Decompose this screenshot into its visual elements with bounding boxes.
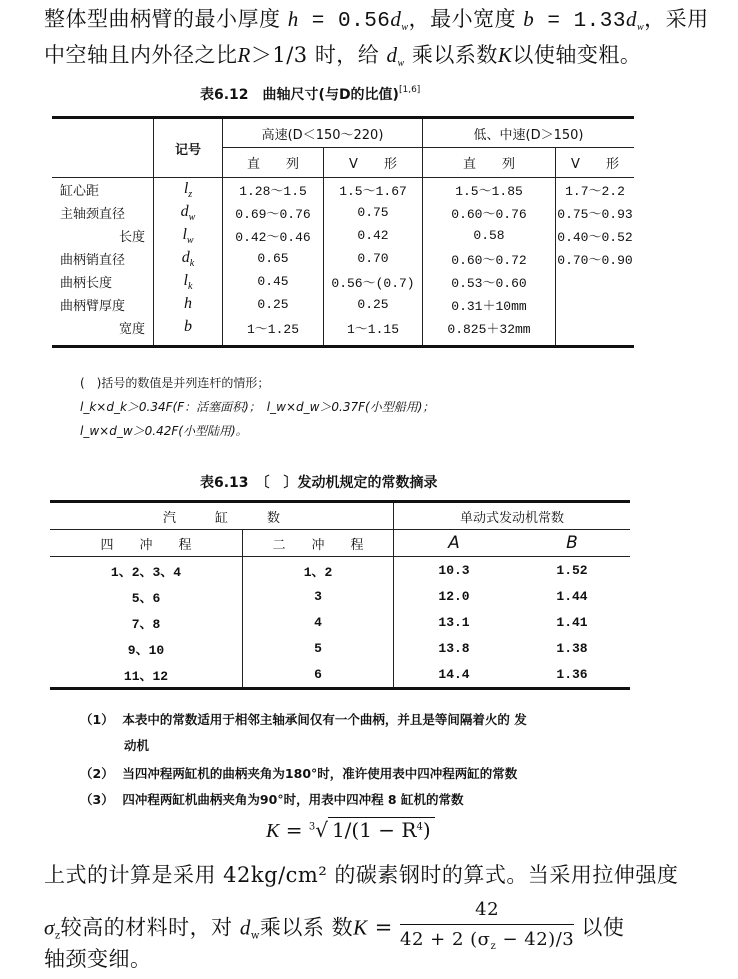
- row-value: 0.65: [223, 247, 324, 270]
- table-612-caption: [200, 84, 420, 104]
- row-value: 0.75～0.93: [556, 201, 635, 224]
- header-high-speed: 高速(D＜150～220): [223, 118, 423, 148]
- table-row: [52, 293, 634, 316]
- condition: ＞1/3: [250, 43, 308, 67]
- cell-b: 1.38: [556, 640, 588, 656]
- row-value: 0.825＋32mm: [423, 316, 556, 339]
- footnote-text: 当四冲程两缸机的曲柄夹角为180°时，准许使用表中四冲程两缸的常数: [122, 766, 518, 781]
- table-row: [50, 661, 630, 689]
- row-name: 曲柄臂厚度: [60, 299, 126, 314]
- cell-four: 11、12: [123, 668, 169, 684]
- footnote-3: [80, 790, 463, 808]
- header-A: A: [394, 530, 515, 557]
- symbol-var: l: [183, 271, 188, 289]
- row-value: 1.7～2.2: [556, 178, 635, 202]
- row-symbol: [154, 201, 223, 224]
- den-text: 42 + 2 (σ: [400, 929, 491, 950]
- table-row: [52, 247, 634, 270]
- row-value: 1.5～1.67: [324, 178, 423, 202]
- row-name: 宽度: [118, 322, 145, 337]
- footnote-1: [80, 710, 527, 728]
- cell-four: 9、10: [127, 642, 165, 658]
- row-symbol: [154, 178, 223, 202]
- var-d: d: [239, 915, 251, 940]
- header-low-mid-speed: 低、中速(D＞150): [423, 118, 635, 148]
- table-row: [50, 583, 630, 609]
- row-symbol: [154, 247, 223, 270]
- row-value: 0.25: [324, 293, 423, 316]
- table-padding: [52, 339, 634, 347]
- row-value: 0.42～0.46: [223, 224, 324, 247]
- sub-w: w: [250, 930, 260, 942]
- outro-text: 以使: [581, 915, 625, 940]
- header-blank: [52, 118, 154, 178]
- row-value: 0.75: [324, 201, 423, 224]
- fraction-numerator: 42: [400, 896, 574, 925]
- cell-b: 1.36: [556, 666, 588, 682]
- formula-k-root: [266, 818, 435, 843]
- outro-line-1: 上式的计算是采用 42kg/cm² 的碳素钢时的算式。当采用拉伸强度: [44, 863, 679, 887]
- fraction: [400, 896, 574, 962]
- row-value: 0.60～0.72: [423, 247, 556, 270]
- row-value: 0.25: [223, 293, 324, 316]
- row-value: 0.70～0.90: [556, 247, 635, 270]
- equals: =: [367, 915, 401, 940]
- table-row: [50, 635, 630, 661]
- caption-text: 表6.12 曲轴尺寸(与D的比值): [200, 87, 399, 103]
- table-row: [52, 316, 634, 339]
- intro-line-2: [44, 36, 641, 83]
- symbol-sub: w: [186, 234, 194, 246]
- intro-text: 中空轴且内外径之比: [44, 43, 238, 67]
- cell-a: 12.0: [394, 583, 515, 609]
- row-symbol: [154, 224, 223, 247]
- cell-b: 1.44: [556, 588, 588, 604]
- symbol-var: h: [184, 294, 192, 312]
- table-613-caption: 表6.13 〔 〕发动机规定的常数摘录: [200, 475, 438, 491]
- footnote-1-cont: 动机: [124, 738, 150, 753]
- row-value: 0.70: [324, 247, 423, 270]
- row-symbol: [154, 316, 223, 339]
- cell-two: 6: [243, 661, 394, 689]
- var-h: h: [287, 7, 299, 31]
- var-K: K: [353, 915, 368, 940]
- header-inline-1: 直 列: [223, 148, 324, 178]
- cell-four: 7、8: [131, 616, 161, 632]
- equals: =: [279, 818, 309, 842]
- value-h: = 0.56: [298, 10, 391, 33]
- row-value: 0.53～0.60: [423, 270, 556, 293]
- den-text: − 42)/3: [496, 929, 575, 950]
- header-B: B: [514, 530, 630, 557]
- table-612-note-3: l_w×d_w＞0.42F(小型陆用)。: [80, 424, 248, 438]
- footnote-num: （2）: [80, 766, 114, 781]
- cell-two: 1、2: [243, 557, 394, 584]
- fraction-denominator: [400, 925, 574, 962]
- symbol-sub: w: [188, 211, 196, 223]
- intro-text: ，采用: [644, 7, 709, 31]
- table-row: [52, 224, 634, 247]
- symbol-var: d: [181, 248, 190, 266]
- header-inline-2: 直 列: [423, 148, 556, 178]
- caption-ref: [1,6]: [398, 85, 421, 95]
- cell-b: 1.41: [556, 614, 588, 630]
- sub-z: z: [54, 930, 61, 942]
- row-value: 1.28～1.5: [223, 178, 324, 202]
- row-value: 0.40～0.52: [556, 224, 635, 247]
- radicand-end: ): [422, 818, 431, 842]
- cell-a: 14.4: [394, 661, 515, 689]
- cell-a: 13.8: [394, 635, 515, 661]
- var-R: R: [237, 43, 251, 67]
- footnote-text: 本表中的常数适用于相邻主轴承间仅有一个曲柄，并且是等间隔着火的 发: [122, 712, 527, 727]
- var-d: d: [390, 7, 402, 31]
- table-row: [52, 201, 634, 224]
- var-K: K: [266, 820, 280, 842]
- intro-text: 乘以系数: [411, 43, 498, 67]
- table-612-note-1: ( )括号的数值是并列连杆的情形；: [80, 376, 270, 390]
- symbol-sub: k: [188, 280, 193, 292]
- row-value: 0.58: [423, 224, 556, 247]
- root-index: 3: [308, 821, 316, 833]
- sub-w: w: [636, 22, 645, 33]
- table-row: [52, 178, 634, 202]
- footnote-num: （3）: [80, 792, 114, 807]
- row-value: [556, 293, 635, 316]
- row-value: 0.42: [324, 224, 423, 247]
- table-612-note-2: l_k×d_k＞0.34F(F：活塞面积)； l_w×d_w＞0.37F(小型船用)；: [80, 400, 435, 414]
- row-value: 0.45: [223, 270, 324, 293]
- cell-a: 13.1: [394, 609, 515, 635]
- pad-cell: [556, 339, 635, 347]
- row-name: 长度: [118, 230, 145, 245]
- symbol-sub: z: [188, 188, 193, 200]
- table-row: [52, 270, 634, 293]
- row-name: 曲柄长度: [60, 276, 113, 291]
- symbol-var: b: [184, 317, 192, 335]
- row-symbol: [154, 270, 223, 293]
- row-value: 0.69～0.76: [223, 201, 324, 224]
- pad-cell: [154, 339, 223, 347]
- table-row: [50, 557, 630, 584]
- cell-two: 5: [243, 635, 394, 661]
- outro-line-3: 轴颈变细。: [44, 947, 152, 971]
- row-value: [556, 316, 635, 339]
- cell-four: 5、6: [131, 590, 161, 606]
- row-value: 1.5～1.85: [423, 178, 556, 202]
- sub-w: w: [397, 58, 405, 69]
- intro-text: 整体型曲柄臂的最小厚度: [44, 7, 281, 31]
- radicand-text: 1/(1 − R: [331, 818, 417, 842]
- sub-z: z: [490, 941, 497, 952]
- footnote-text: 四冲程两缸机曲柄夹角为90°时，用表中四冲程 8 缸机的常数: [122, 792, 464, 807]
- header-cylinders: 汽 缸 数: [50, 502, 394, 530]
- symbol-var: d: [180, 202, 189, 220]
- pad-cell: [324, 339, 423, 347]
- value-b: = 1.33: [534, 10, 626, 33]
- var-b: b: [523, 7, 535, 31]
- cell-b: 1.52: [556, 562, 588, 578]
- sub-w: w: [401, 22, 409, 33]
- footnote-2: [80, 764, 517, 782]
- row-value: 0.56～(0.7): [324, 270, 423, 293]
- header-constants: 单动式发动机常数: [394, 502, 631, 530]
- footnote-num: （1）: [80, 712, 114, 727]
- row-name: 主轴颈直径: [60, 207, 126, 222]
- radicand: [328, 817, 435, 842]
- var-sigma: σ: [44, 915, 55, 940]
- header-v-2: V 形: [556, 148, 635, 178]
- cell-two: 4: [243, 609, 394, 635]
- symbol-var: l: [182, 225, 187, 243]
- row-name: 曲柄销直径: [60, 253, 126, 268]
- row-value: 0.31＋10mm: [423, 293, 556, 316]
- intro-text: 时，给: [314, 43, 380, 67]
- cell-a: 10.3: [394, 557, 515, 584]
- pad-cell: [423, 339, 556, 347]
- var-d: d: [625, 7, 637, 31]
- outro-text: 较高的材料时，对: [60, 915, 233, 940]
- symbol-sub: k: [189, 257, 195, 269]
- radical-icon: √: [315, 818, 328, 842]
- header-four-stroke: 四 冲 程: [50, 530, 243, 557]
- intro-text: ，最小宽度: [408, 7, 517, 31]
- row-value: 1～1.15: [324, 316, 423, 339]
- var-K: K: [497, 43, 513, 67]
- header-v-1: V 形: [324, 148, 423, 178]
- table-612: [52, 116, 634, 348]
- radicand-exp: 4: [416, 821, 423, 833]
- symbol-var: l: [183, 179, 189, 197]
- cell-four: 1、2、3、4: [110, 564, 182, 580]
- row-value: 0.60～0.76: [423, 201, 556, 224]
- cell-two: 3: [243, 583, 394, 609]
- table-row: [50, 609, 630, 635]
- var-d: d: [386, 43, 398, 67]
- outro-text: 乘以系 数: [259, 915, 354, 940]
- pad-cell: [223, 339, 324, 347]
- pad-cell: [52, 339, 154, 347]
- header-two-stroke: 二 冲 程: [243, 530, 394, 557]
- table-613: [50, 500, 630, 690]
- intro-text: 以使轴变粗。: [512, 43, 642, 67]
- row-value: [556, 270, 635, 293]
- row-symbol: [154, 293, 223, 316]
- row-value: 1～1.25: [223, 316, 324, 339]
- header-symbol: 记号: [154, 118, 223, 178]
- row-name: 缸心距: [60, 184, 100, 199]
